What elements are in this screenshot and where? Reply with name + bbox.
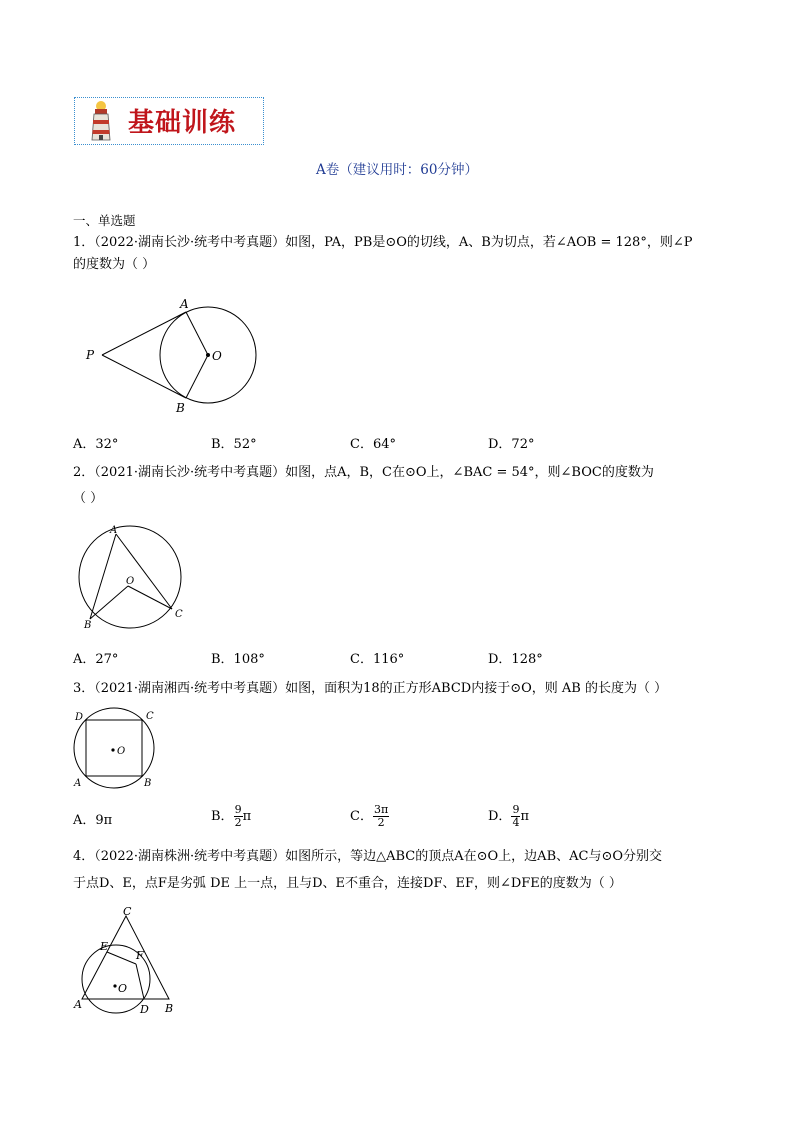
center-point [111, 748, 114, 751]
tangent-pa [102, 312, 186, 355]
q1-option-c[interactable]: C．64° [350, 437, 396, 452]
radius-ob [90, 586, 128, 619]
q3-option-b-numerator: 9 [234, 803, 242, 816]
question-1-stem-cont: 的度数为（ ） [73, 257, 156, 272]
q3-option-c-denominator: 2 [377, 816, 385, 829]
radius-ob [186, 355, 208, 398]
chord-ac [116, 534, 172, 609]
paper-subtitle: A卷（建议用时：60分钟） [316, 162, 478, 178]
question-2-stem: 2．（2021·湖南长沙·统考中考真题）如图，点A，B，C在⊙O上，∠BAC = 54°，则∠BOC的度数为 [73, 465, 654, 480]
label-c: C [146, 711, 154, 722]
q1-option-a[interactable]: A．32° [73, 437, 119, 452]
q3-option-d-letter: D． [488, 809, 512, 824]
label-o: O [126, 576, 135, 587]
label-a: A [74, 778, 82, 789]
lighthouse-icon [84, 100, 118, 142]
q3-option-c[interactable] [350, 804, 389, 829]
q3-option-a[interactable]: A．9π [73, 813, 113, 828]
label-o: O [212, 349, 222, 363]
q3-option-d[interactable] [488, 804, 529, 829]
section-title: 基础训练 [128, 108, 237, 138]
question-4-stem: 4．（2022·湖南株洲·统考中考真题）如图所示，等边△ABC的顶点A在⊙O上，边AB、AC与⊙O分别交 [73, 849, 663, 864]
section-heading: 一、单选题 [73, 213, 136, 228]
tangent-pb [102, 355, 186, 398]
question-1-stem: 1．（2022·湖南长沙·统考中考真题）如图，PA，PB是⊙O的切线，A、B为切点，若∠AOB = 128°，则∠P [73, 235, 693, 250]
label-o: O [118, 982, 128, 995]
q3-option-d-numerator: 9 [512, 803, 520, 816]
question-2-figure [72, 522, 192, 634]
question-4-stem-cont: 于点D、E，点F是劣弧 DE 上一点，且与D、E不重合，连接DF、EF，则∠DFE的度数为（ ） [73, 876, 622, 891]
label-b: B [84, 620, 92, 631]
radius-oc [128, 586, 172, 609]
q2-option-c[interactable]: C．116° [350, 652, 405, 667]
label-e: E [100, 940, 109, 953]
q3-option-c-fraction [373, 804, 389, 829]
question-2-stem-cont: （ ） [73, 491, 104, 506]
square-abcd [86, 720, 142, 776]
question-1-figure [80, 292, 270, 417]
q3-option-c-numerator: 3π [373, 803, 389, 816]
q3-option-b-denominator: 2 [234, 816, 242, 829]
q3-option-b-fraction [234, 804, 243, 829]
label-b: B [176, 401, 185, 415]
q3-option-c-letter: C． [350, 809, 373, 824]
q2-option-b[interactable]: B．108° [211, 652, 265, 667]
q3-option-b-pi: π [242, 809, 252, 824]
label-c: C [123, 905, 132, 918]
q2-option-d[interactable]: D．128° [488, 652, 543, 667]
segment-ef [107, 952, 136, 964]
chord-ab [90, 534, 116, 619]
q3-option-d-denominator: 4 [512, 816, 520, 829]
segment-df [136, 964, 144, 999]
label-p: P [86, 348, 95, 362]
center-point [206, 353, 210, 357]
q3-option-d-pi: π [520, 809, 529, 824]
radius-oa [186, 312, 208, 355]
q3-option-b[interactable] [211, 804, 251, 829]
q2-option-a[interactable]: A．27° [73, 652, 119, 667]
label-a: A [110, 525, 118, 536]
label-f: F [136, 949, 144, 962]
center-point [113, 984, 116, 987]
label-b: B [165, 1002, 174, 1015]
label-d: D [75, 712, 84, 723]
q1-option-d[interactable]: D．72° [488, 437, 535, 452]
question-3-stem: 3．（2021·湖南湘西·统考中考真题）如图，面积为18的正方形ABCD内接于⊙O，则 AB 的长度为（ ） [73, 681, 668, 696]
label-o: O [117, 746, 126, 757]
question-3-figure [68, 706, 163, 792]
label-a: A [180, 297, 189, 311]
label-b: B [144, 778, 152, 789]
question-4-figure [70, 904, 190, 1016]
q3-option-b-letter: B． [211, 809, 234, 824]
q1-option-b[interactable]: B．52° [211, 437, 257, 452]
label-a: A [74, 998, 82, 1011]
label-c: C [175, 609, 183, 620]
label-d: D [140, 1003, 149, 1016]
